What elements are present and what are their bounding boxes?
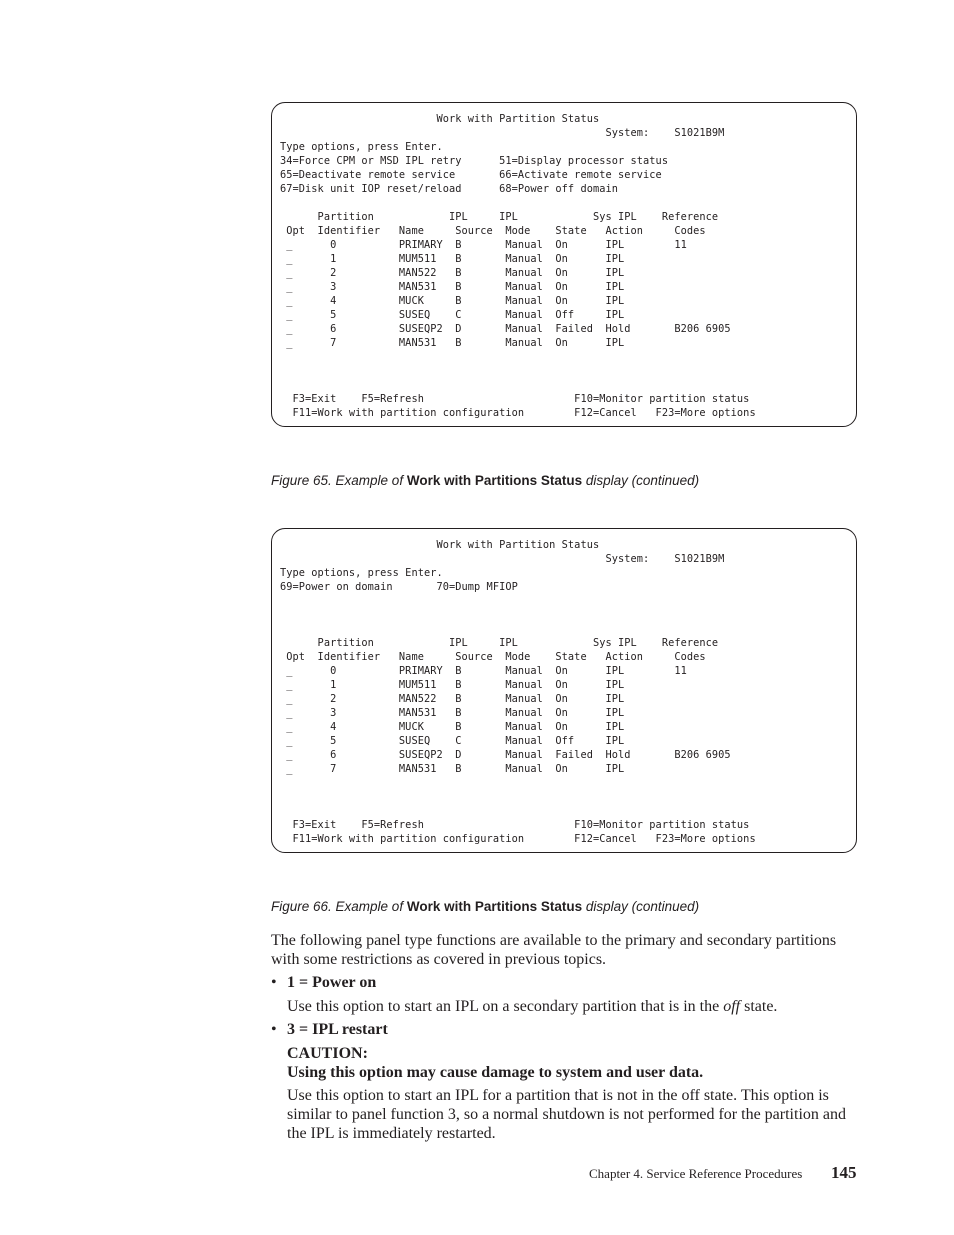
figure-caption-65: Figure 65. Example of Work with Partitions Status display (continued) [271, 473, 700, 488]
footer-page-number: 145 [831, 1163, 857, 1182]
item-ipl-restart-description: Use this option to start an IPL for a partition that is not in the off state. This option is similar to panel function 3, so a normal shutdown is not performed for the partition and the IPL is immediately restarted. [287, 1087, 846, 1142]
caution-warning: Using this option may cause damage to system and user data. [287, 1064, 704, 1081]
caution-heading: CAUTION: [287, 1045, 368, 1062]
item-power-on-description: Use this option to start an IPL on a secondary partition that is in the off state. [287, 998, 778, 1015]
item-power-on-label: 1 = Power on [287, 974, 377, 991]
bullet: • [271, 974, 277, 991]
screen-work-with-partition-status-1 [271, 102, 857, 427]
screen-text: Work with Partition Status System: S1021B9M Type options, press Enter. 69=Power on domain 70=Dump MFIOP Partition IPL IPL Sys IPL Reference Opt Identifier Name Source Mode State Action Codes _ 0 PRIMARY B Manual On IPL 11 _ 1 MUM511 B Manual On IPL _ 2 MAN522 B Manual On IPL _ 3 MAN531 B Manual On IPL _ 4 MUCK B Manual On IPL _ 5 SUSEQ C Manual Off IPL _ 6 SUSEQP2 D Manual Failed Hold B206 6905 _ 7 MAN531 B Manual On IPL F3=Exit F5=Refresh F10=Monitor partition status F11=Work with partition configuration F12=Cancel F23=More options [280, 539, 756, 845]
screen-text: Work with Partition Status System: S1021B9M Type options, press Enter. 34=Force CPM or MSD IPL retry 51=Display processor status 65=Deactivate remote service 66=Activate remote service 67=Disk unit IOP reset/reload 68=Power off domain Partition IPL IPL Sys IPL Reference Opt Identifier Name Source Mode State Action Codes _ 0 PRIMARY B Manual On IPL 11 _ 1 MUM511 B Manual On IPL _ 2 MAN522 B Manual On IPL _ 3 MAN531 B Manual On IPL _ 4 MUCK B Manual On IPL _ 5 SUSEQ C Manual Off IPL _ 6 SUSEQP2 D Manual Failed Hold B206 6905 _ 7 MAN531 B Manual On IPL F3=Exit F5=Refresh F10=Monitor partition status F11=Work with partition configuration F12=Cancel F23=More options [280, 113, 756, 419]
screen-work-with-partition-status-2 [271, 528, 857, 853]
item-ipl-restart-label: 3 = IPL restart [287, 1021, 388, 1038]
footer-chapter-title: Chapter 4. Service Reference Procedures [589, 1166, 803, 1181]
figure-caption-66: Figure 66. Example of Work with Partitions Status display (continued) [271, 899, 700, 914]
bullet: • [271, 1021, 277, 1038]
intro-paragraph: The following panel type functions are available to the primary and secondary partitions with some restrictions as covered in previous topics. [271, 932, 837, 968]
